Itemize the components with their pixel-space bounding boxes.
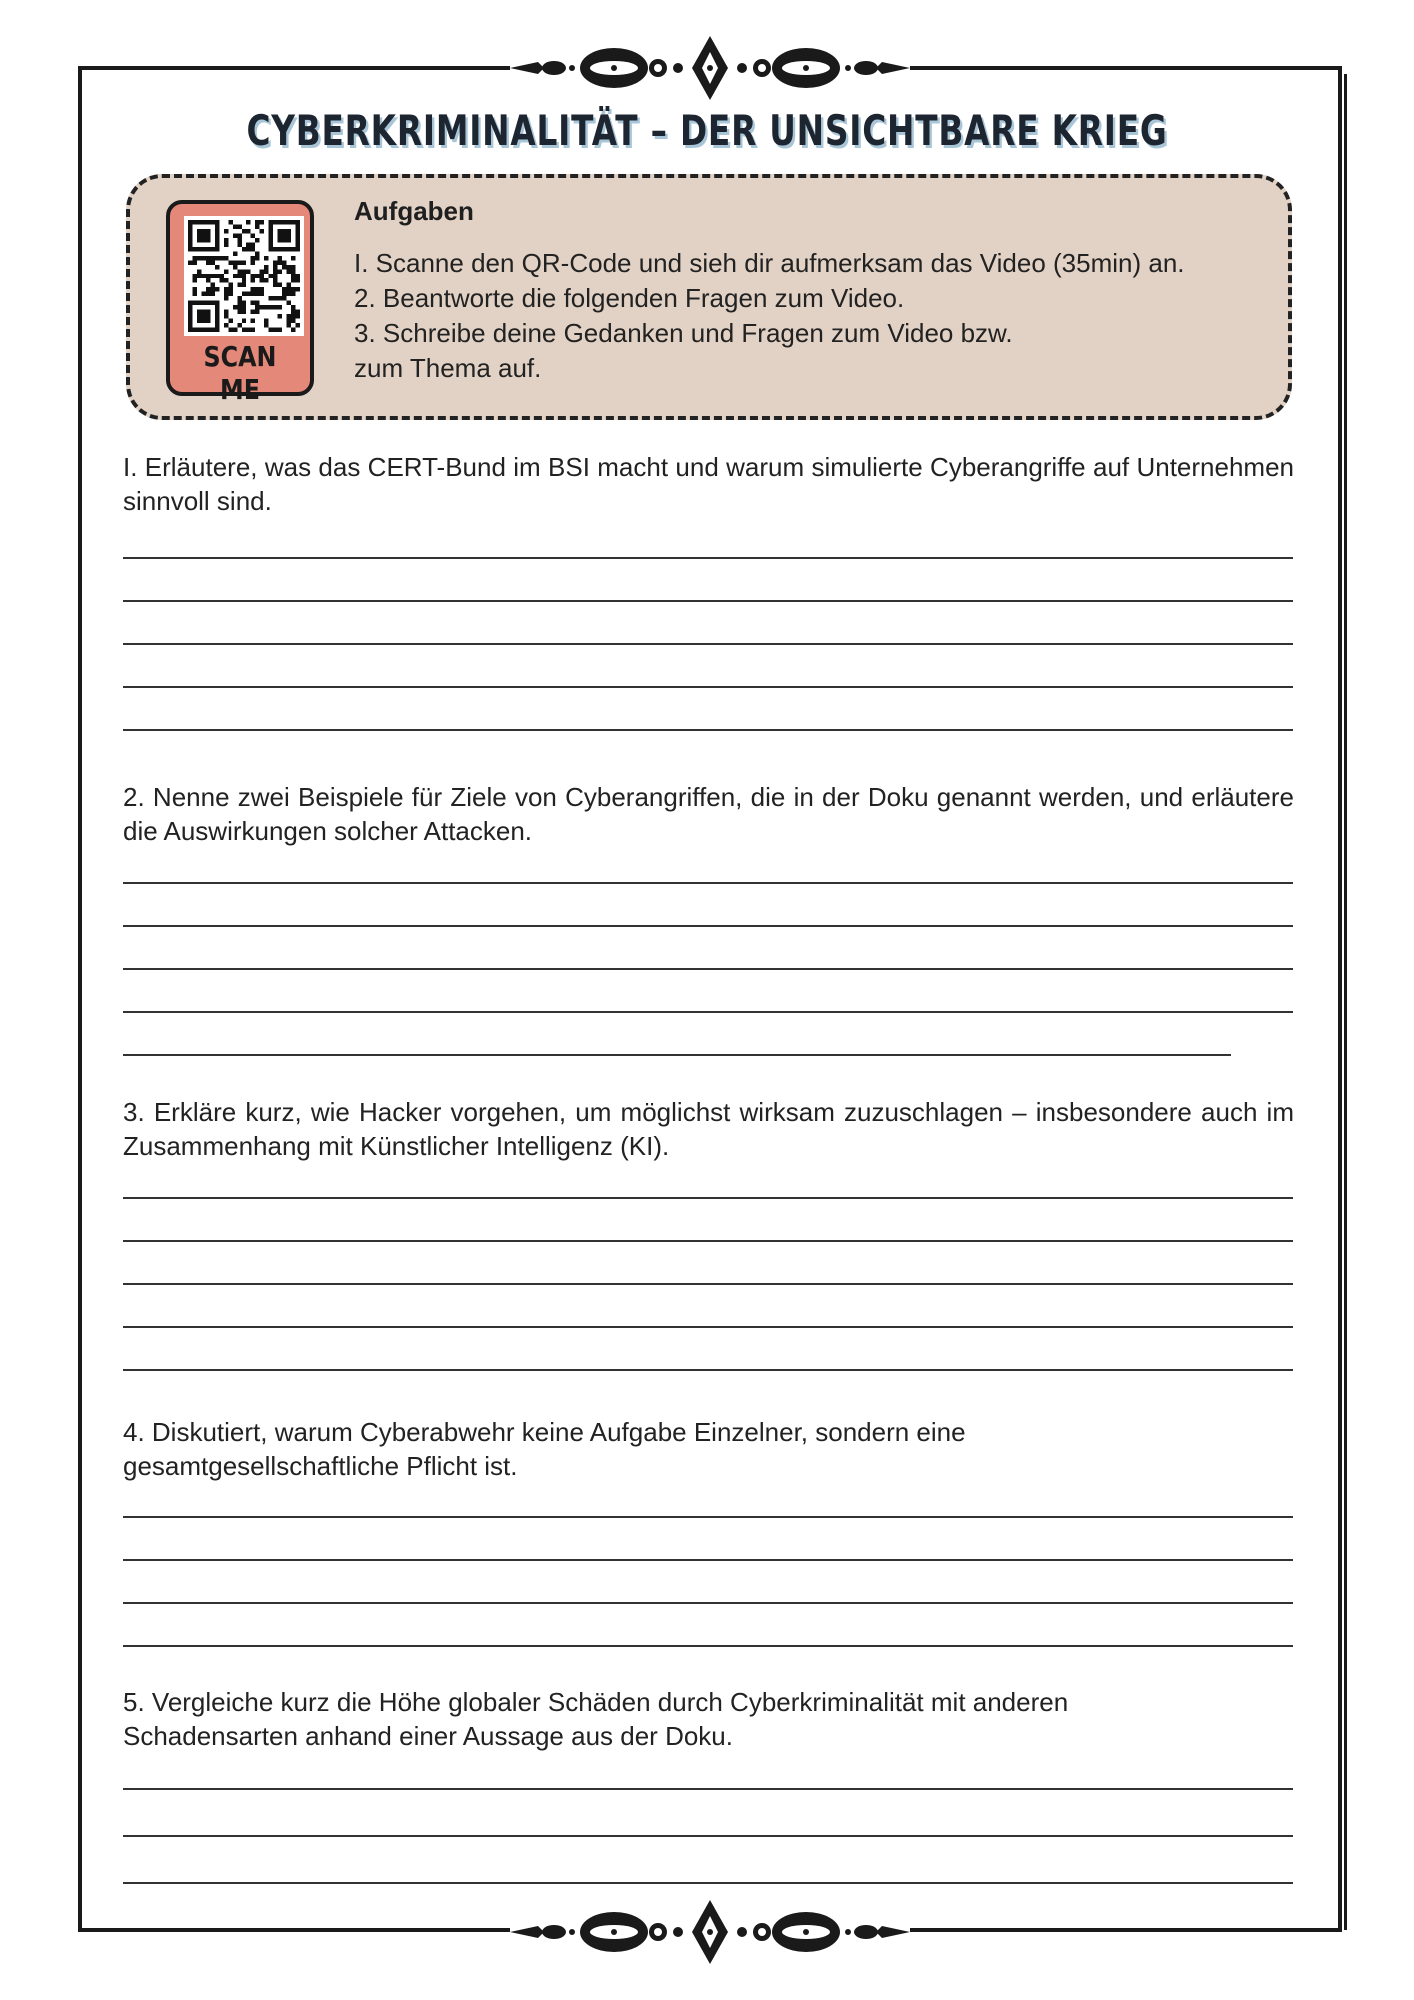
question-5-text: 5. Vergleiche kurz die Höhe globaler Schäden durch Cyberkriminalität mit anderen Schadensarten anhand einer Aussage aus der Doku. xyxy=(123,1687,1069,1751)
task-item: 3. Schreibe deine Gedanken und Fragen zum Video bzw. xyxy=(354,318,1013,348)
answer-line[interactable] xyxy=(123,1326,1293,1328)
answer-line[interactable] xyxy=(123,1882,1293,1884)
answer-line[interactable] xyxy=(123,1197,1293,1199)
question-3 xyxy=(123,1095,1294,1163)
answer-line[interactable] xyxy=(123,1602,1293,1604)
answer-line[interactable] xyxy=(123,729,1293,731)
qr-code[interactable] xyxy=(184,216,304,336)
answer-line[interactable] xyxy=(123,1788,1293,1790)
answer-line[interactable] xyxy=(123,643,1293,645)
task-box xyxy=(126,174,1292,420)
answer-line[interactable] xyxy=(123,1369,1293,1371)
qr-card[interactable] xyxy=(166,200,314,406)
answer-line[interactable] xyxy=(123,1559,1293,1561)
answer-line[interactable] xyxy=(123,1645,1293,1647)
answer-line[interactable] xyxy=(123,1054,1231,1056)
answer-line[interactable] xyxy=(123,600,1293,602)
answer-line[interactable] xyxy=(123,1240,1293,1242)
answer-line[interactable] xyxy=(123,1835,1293,1837)
task-item: 2. Beantworte die folgenden Fragen zum Video. xyxy=(354,283,905,313)
answer-line[interactable] xyxy=(123,968,1293,970)
task-list xyxy=(354,246,1185,386)
answer-line[interactable] xyxy=(123,1283,1293,1285)
question-2-text: 2. Nenne zwei Beispiele für Ziele von Cyberangriffen, die in der Doku genannt werden, und erläutere die Auswirkungen solcher Attacken. xyxy=(123,782,1294,846)
answer-line[interactable] xyxy=(123,882,1293,884)
ornament-bottom xyxy=(510,1892,910,1972)
answer-line[interactable] xyxy=(123,1011,1293,1013)
answer-line[interactable] xyxy=(123,557,1293,559)
page-title: CYBERKRIMINALITÄT – DER UNSICHTBARE KRIEG xyxy=(246,106,1168,155)
question-4 xyxy=(123,1415,1294,1483)
answer-line[interactable] xyxy=(123,1516,1293,1518)
question-1 xyxy=(123,450,1294,518)
task-item: I. Scanne den QR-Code und sieh dir aufmerksam das Video (35min) an. xyxy=(354,248,1185,278)
ornament-top xyxy=(510,28,910,108)
task-item: zum Thema auf. xyxy=(354,353,542,383)
tasks-heading: Aufgaben xyxy=(354,196,474,226)
question-4-text: 4. Diskutiert, warum Cyberabwehr keine Aufgabe Einzelner, sondern eine gesamtgesellschaftliche Pflicht ist. xyxy=(123,1417,966,1481)
question-5 xyxy=(123,1685,1294,1753)
answer-line[interactable] xyxy=(123,925,1293,927)
answer-line[interactable] xyxy=(123,686,1293,688)
scan-me-label: SCAN ME xyxy=(203,340,277,406)
question-1-text: I. Erläutere, was das CERT-Bund im BSI macht und warum simulierte Cyberangriffe auf Unternehmen sinnvoll sind. xyxy=(123,452,1294,516)
question-3-text: 3. Erkläre kurz, wie Hacker vorgehen, um möglichst wirksam zuzuschlagen – insbesondere auch im Zusammenhang mit Künstlicher Intelligenz (KI). xyxy=(123,1097,1294,1161)
question-2 xyxy=(123,780,1294,848)
